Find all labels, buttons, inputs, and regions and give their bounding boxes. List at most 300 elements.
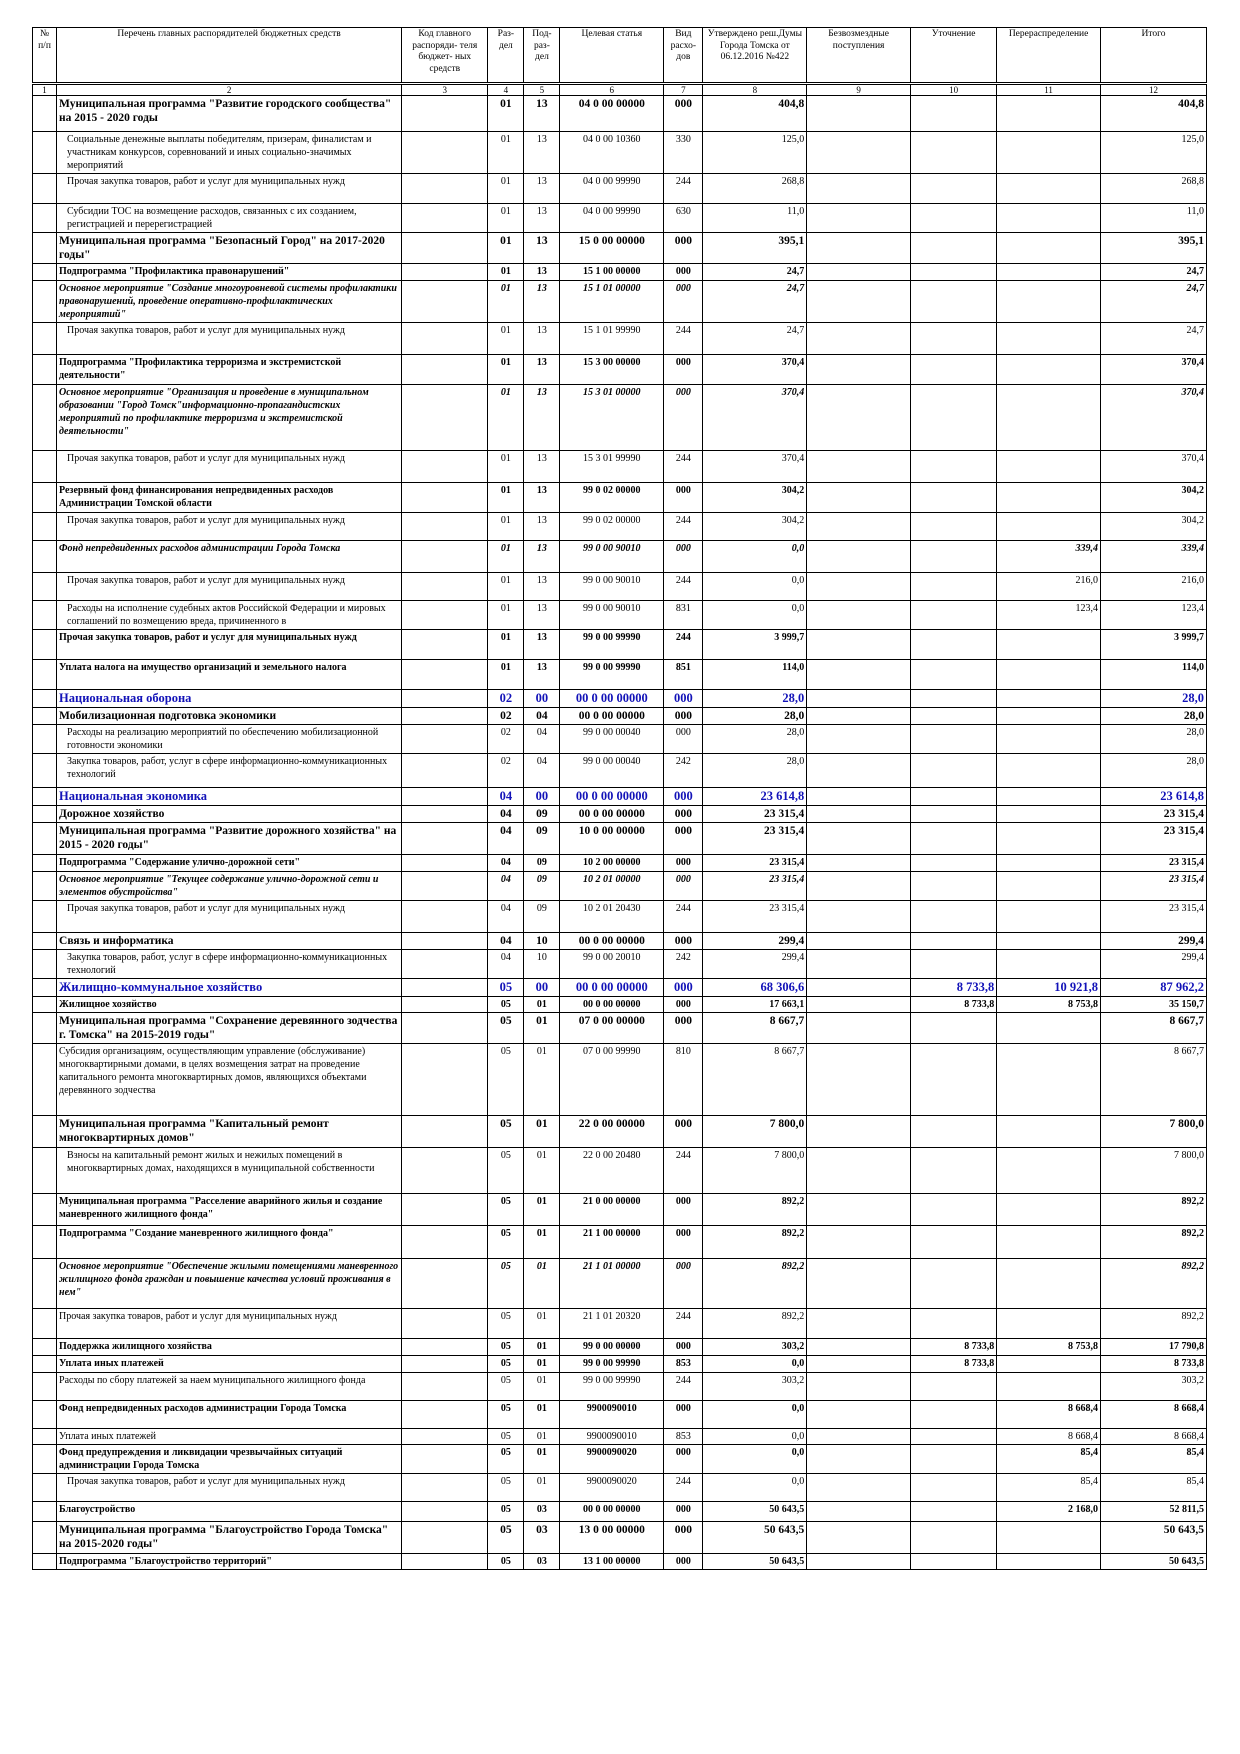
cell-target-article: 21 1 01 00000: [560, 1259, 664, 1309]
table-row: [33, 872, 1207, 901]
col-number: 9: [807, 84, 911, 96]
col-number: 2: [57, 84, 402, 96]
cell-target-article: 10 2 01 20430: [560, 901, 664, 933]
cell-podrazdel: 13: [524, 355, 560, 385]
cell-code: [402, 96, 488, 132]
cell-name: Связь и информатика: [57, 933, 402, 950]
cell-target-article: 04 0 00 99990: [560, 204, 664, 233]
cell-razdel: 04: [488, 901, 524, 933]
cell-target-article: 15 3 00 00000: [560, 355, 664, 385]
cell-target-article: 10 0 00 00000: [560, 823, 664, 855]
cell-code: [402, 933, 488, 950]
cell-code: [402, 754, 488, 788]
cell-approved: 23 315,4: [703, 901, 807, 933]
cell-free-receipts: [807, 323, 911, 355]
cell-clarification: [910, 823, 996, 855]
cell-name: Национальная оборона: [57, 690, 402, 708]
cell-clarification: [910, 233, 996, 264]
cell-clarification: 8 733,8: [910, 997, 996, 1013]
cell-code: [402, 1044, 488, 1116]
cell-num: [33, 630, 57, 660]
cell-total: 303,2: [1100, 1373, 1206, 1401]
cell-podrazdel: 09: [524, 855, 560, 872]
cell-target-article: 9900090020: [560, 1445, 664, 1474]
col-number: 4: [488, 84, 524, 96]
cell-expense-type: 000: [664, 385, 703, 451]
cell-podrazdel: 01: [524, 1429, 560, 1445]
cell-code: [402, 573, 488, 601]
cell-target-article: 99 0 02 00000: [560, 483, 664, 513]
cell-redistribution: [997, 690, 1101, 708]
cell-clarification: [910, 806, 996, 823]
cell-code: [402, 132, 488, 174]
cell-free-receipts: [807, 1502, 911, 1522]
cell-num: [33, 660, 57, 690]
cell-num: [33, 1474, 57, 1502]
cell-expense-type: 244: [664, 174, 703, 204]
cell-num: [33, 541, 57, 573]
cell-podrazdel: 13: [524, 660, 560, 690]
col-number: 3: [402, 84, 488, 96]
cell-free-receipts: [807, 708, 911, 725]
table-row: [33, 754, 1207, 788]
table-row: [33, 513, 1207, 541]
cell-free-receipts: [807, 806, 911, 823]
cell-num: [33, 725, 57, 754]
cell-code: [402, 355, 488, 385]
cell-razdel: 05: [488, 1044, 524, 1116]
cell-podrazdel: 01: [524, 1474, 560, 1502]
cell-razdel: 05: [488, 1554, 524, 1570]
cell-num: [33, 1148, 57, 1194]
cell-redistribution: [997, 788, 1101, 806]
cell-num: [33, 901, 57, 933]
cell-free-receipts: [807, 355, 911, 385]
cell-expense-type: 244: [664, 1148, 703, 1194]
cell-razdel: 01: [488, 132, 524, 174]
cell-razdel: 05: [488, 1226, 524, 1259]
cell-code: [402, 901, 488, 933]
cell-clarification: [910, 1148, 996, 1194]
cell-redistribution: [997, 96, 1101, 132]
cell-podrazdel: 13: [524, 601, 560, 630]
cell-code: [402, 233, 488, 264]
cell-total: 17 790,8: [1100, 1339, 1206, 1356]
cell-podrazdel: 04: [524, 708, 560, 725]
cell-num: [33, 1522, 57, 1554]
cell-target-article: 99 0 00 90010: [560, 541, 664, 573]
cell-expense-type: 244: [664, 1474, 703, 1502]
cell-podrazdel: 13: [524, 513, 560, 541]
cell-razdel: 01: [488, 355, 524, 385]
cell-redistribution: 123,4: [997, 601, 1101, 630]
cell-target-article: 00 0 00 00000: [560, 979, 664, 997]
cell-clarification: [910, 1194, 996, 1226]
cell-approved: 125,0: [703, 132, 807, 174]
cell-target-article: 00 0 00 00000: [560, 806, 664, 823]
cell-redistribution: [997, 708, 1101, 725]
cell-target-article: 99 0 00 99990: [560, 1356, 664, 1373]
table-row: [33, 281, 1207, 323]
cell-code: [402, 1502, 488, 1522]
cell-num: [33, 281, 57, 323]
cell-approved: 68 306,6: [703, 979, 807, 997]
table-row: [33, 541, 1207, 573]
cell-clarification: [910, 901, 996, 933]
cell-free-receipts: [807, 541, 911, 573]
cell-razdel: 01: [488, 630, 524, 660]
cell-expense-type: 000: [664, 233, 703, 264]
cell-code: [402, 323, 488, 355]
cell-expense-type: 853: [664, 1429, 703, 1445]
table-row: [33, 1194, 1207, 1226]
cell-expense-type: 000: [664, 264, 703, 281]
cell-approved: 8 667,7: [703, 1044, 807, 1116]
cell-name: Субсидии ТОС на возмещение расходов, связанных с их созданием, регистрацией и перерегистрацией: [57, 204, 402, 233]
cell-approved: 892,2: [703, 1226, 807, 1259]
cell-clarification: [910, 660, 996, 690]
cell-target-article: 9900090010: [560, 1401, 664, 1429]
col-number: 1: [33, 84, 57, 96]
cell-clarification: [910, 204, 996, 233]
cell-target-article: 99 0 00 00040: [560, 725, 664, 754]
cell-code: [402, 788, 488, 806]
cell-podrazdel: 00: [524, 979, 560, 997]
cell-name: Фонд непредвиденных расходов администрации Города Томска: [57, 1401, 402, 1429]
col-number: 10: [910, 84, 996, 96]
cell-num: [33, 1554, 57, 1570]
header-podrazdel: Под- раз- дел: [524, 28, 560, 84]
cell-podrazdel: 13: [524, 451, 560, 483]
cell-num: [33, 1259, 57, 1309]
table-row: [33, 855, 1207, 872]
cell-approved: 0,0: [703, 1474, 807, 1502]
cell-razdel: 04: [488, 855, 524, 872]
cell-razdel: 01: [488, 233, 524, 264]
cell-num: [33, 1194, 57, 1226]
cell-target-article: 99 0 00 90010: [560, 601, 664, 630]
cell-redistribution: [997, 1309, 1101, 1339]
cell-target-article: 15 1 00 00000: [560, 264, 664, 281]
cell-redistribution: 2 168,0: [997, 1502, 1101, 1522]
cell-name: Подпрограмма "Профилактика терроризма и экстремистской деятельности": [57, 355, 402, 385]
cell-target-article: 00 0 00 00000: [560, 1502, 664, 1522]
cell-code: [402, 979, 488, 997]
cell-expense-type: 000: [664, 1554, 703, 1570]
cell-podrazdel: 01: [524, 1309, 560, 1339]
cell-redistribution: [997, 806, 1101, 823]
cell-approved: 23 614,8: [703, 788, 807, 806]
cell-razdel: 02: [488, 708, 524, 725]
cell-podrazdel: 13: [524, 630, 560, 660]
cell-num: [33, 96, 57, 132]
cell-expense-type: 000: [664, 355, 703, 385]
cell-approved: 370,4: [703, 355, 807, 385]
cell-free-receipts: [807, 1044, 911, 1116]
cell-approved: 404,8: [703, 96, 807, 132]
cell-redistribution: [997, 1116, 1101, 1148]
cell-total: 85,4: [1100, 1445, 1206, 1474]
cell-expense-type: 000: [664, 788, 703, 806]
cell-code: [402, 725, 488, 754]
cell-target-article: 00 0 00 00000: [560, 788, 664, 806]
cell-redistribution: [997, 264, 1101, 281]
cell-code: [402, 1429, 488, 1445]
table-row: [33, 1522, 1207, 1554]
cell-free-receipts: [807, 513, 911, 541]
cell-name: Дорожное хозяйство: [57, 806, 402, 823]
cell-redistribution: [997, 1013, 1101, 1044]
cell-free-receipts: [807, 573, 911, 601]
cell-code: [402, 541, 488, 573]
cell-podrazdel: 01: [524, 1226, 560, 1259]
cell-redistribution: [997, 132, 1101, 174]
cell-expense-type: 244: [664, 573, 703, 601]
cell-approved: 299,4: [703, 933, 807, 950]
cell-redistribution: [997, 204, 1101, 233]
cell-podrazdel: 13: [524, 264, 560, 281]
table-row: [33, 1339, 1207, 1356]
cell-target-article: 10 2 01 00000: [560, 872, 664, 901]
cell-num: [33, 174, 57, 204]
cell-expense-type: 000: [664, 1522, 703, 1554]
cell-num: [33, 979, 57, 997]
cell-name: Уплата налога на имущество организаций и земельного налога: [57, 660, 402, 690]
header-razdel: Раз- дел: [488, 28, 524, 84]
col-number: 11: [997, 84, 1101, 96]
cell-razdel: 04: [488, 806, 524, 823]
cell-approved: 0,0: [703, 1445, 807, 1474]
cell-expense-type: 330: [664, 132, 703, 174]
header-target-article: Целевая статья: [560, 28, 664, 84]
cell-razdel: 05: [488, 1429, 524, 1445]
cell-code: [402, 1445, 488, 1474]
cell-total: 892,2: [1100, 1259, 1206, 1309]
cell-code: [402, 264, 488, 281]
budget-table: [32, 27, 1207, 1570]
cell-redistribution: [997, 1522, 1101, 1554]
cell-name: Прочая закупка товаров, работ и услуг для муниципальных нужд: [57, 323, 402, 355]
cell-redistribution: 85,4: [997, 1474, 1101, 1502]
cell-approved: 892,2: [703, 1194, 807, 1226]
cell-approved: 23 315,4: [703, 855, 807, 872]
cell-total: 123,4: [1100, 601, 1206, 630]
cell-expense-type: 244: [664, 323, 703, 355]
cell-code: [402, 1522, 488, 1554]
cell-target-article: 99 0 00 20010: [560, 950, 664, 979]
cell-podrazdel: 13: [524, 132, 560, 174]
cell-expense-type: 000: [664, 1445, 703, 1474]
cell-expense-type: 244: [664, 1373, 703, 1401]
cell-free-receipts: [807, 660, 911, 690]
column-number-row: [33, 84, 1207, 96]
cell-total: 23 315,4: [1100, 823, 1206, 855]
cell-clarification: [910, 933, 996, 950]
cell-name: Подпрограмма "Создание маневренного жилищного фонда": [57, 1226, 402, 1259]
cell-name: Основное мероприятие "Текущее содержание улично-дорожной сети и элементов обустройства": [57, 872, 402, 901]
cell-name: Жилищное хозяйство: [57, 997, 402, 1013]
cell-razdel: 05: [488, 1194, 524, 1226]
cell-code: [402, 997, 488, 1013]
cell-redistribution: [997, 1373, 1101, 1401]
table-row: [33, 1554, 1207, 1570]
cell-razdel: 05: [488, 979, 524, 997]
cell-free-receipts: [807, 174, 911, 204]
col-number: 12: [1100, 84, 1206, 96]
cell-total: 7 800,0: [1100, 1148, 1206, 1194]
cell-clarification: [910, 1522, 996, 1554]
cell-podrazdel: 13: [524, 204, 560, 233]
cell-name: Подпрограмма "Благоустройство территорий": [57, 1554, 402, 1570]
cell-expense-type: 244: [664, 630, 703, 660]
cell-podrazdel: 03: [524, 1554, 560, 1570]
cell-name: Прочая закупка товаров, работ и услуг для муниципальных нужд: [57, 1309, 402, 1339]
cell-razdel: 01: [488, 660, 524, 690]
cell-expense-type: 000: [664, 997, 703, 1013]
cell-approved: 0,0: [703, 1429, 807, 1445]
cell-total: 35 150,7: [1100, 997, 1206, 1013]
cell-total: 28,0: [1100, 754, 1206, 788]
cell-approved: 0,0: [703, 573, 807, 601]
cell-clarification: [910, 630, 996, 660]
cell-code: [402, 708, 488, 725]
cell-redistribution: [997, 754, 1101, 788]
header-name: Перечень главных распорядителей бюджетных средств: [57, 28, 402, 84]
cell-target-article: 00 0 00 00000: [560, 690, 664, 708]
table-row: [33, 1226, 1207, 1259]
cell-expense-type: 242: [664, 950, 703, 979]
cell-razdel: 01: [488, 174, 524, 204]
cell-code: [402, 806, 488, 823]
cell-approved: 11,0: [703, 204, 807, 233]
cell-clarification: [910, 96, 996, 132]
cell-approved: 303,2: [703, 1373, 807, 1401]
cell-razdel: 01: [488, 601, 524, 630]
cell-podrazdel: 01: [524, 1339, 560, 1356]
cell-clarification: [910, 1013, 996, 1044]
cell-redistribution: [997, 1148, 1101, 1194]
table-row: [33, 1309, 1207, 1339]
cell-podrazdel: 01: [524, 1259, 560, 1309]
cell-podrazdel: 01: [524, 1044, 560, 1116]
cell-clarification: [910, 1044, 996, 1116]
cell-total: 50 643,5: [1100, 1522, 1206, 1554]
cell-expense-type: 630: [664, 204, 703, 233]
cell-free-receipts: [807, 855, 911, 872]
cell-free-receipts: [807, 1522, 911, 1554]
cell-name: Мобилизационная подготовка экономики: [57, 708, 402, 725]
cell-free-receipts: [807, 1259, 911, 1309]
cell-target-article: 00 0 00 00000: [560, 997, 664, 1013]
cell-num: [33, 1309, 57, 1339]
cell-name: Основное мероприятие "Организация и проведение в муниципальном образовании "Город Томск"информационно-пропагандистских мероприятий по профилактике терроризма и экстремистской деятельности": [57, 385, 402, 451]
table-row: [33, 1044, 1207, 1116]
cell-razdel: 01: [488, 541, 524, 573]
cell-podrazdel: 09: [524, 872, 560, 901]
table-row: [33, 1502, 1207, 1522]
cell-approved: 7 800,0: [703, 1116, 807, 1148]
cell-expense-type: 000: [664, 96, 703, 132]
cell-razdel: 05: [488, 1522, 524, 1554]
cell-clarification: [910, 264, 996, 281]
cell-razdel: 05: [488, 1401, 524, 1429]
cell-free-receipts: [807, 264, 911, 281]
cell-redistribution: [997, 933, 1101, 950]
cell-redistribution: [997, 950, 1101, 979]
cell-total: 892,2: [1100, 1309, 1206, 1339]
cell-podrazdel: 01: [524, 1373, 560, 1401]
cell-razdel: 05: [488, 1474, 524, 1502]
cell-free-receipts: [807, 1429, 911, 1445]
cell-approved: 370,4: [703, 451, 807, 483]
cell-target-article: 99 0 00 99990: [560, 660, 664, 690]
cell-target-article: 13 0 00 00000: [560, 1522, 664, 1554]
cell-clarification: [910, 174, 996, 204]
cell-clarification: [910, 541, 996, 573]
cell-total: 370,4: [1100, 385, 1206, 451]
col-number: 5: [524, 84, 560, 96]
cell-redistribution: 85,4: [997, 1445, 1101, 1474]
cell-num: [33, 1116, 57, 1148]
cell-expense-type: 000: [664, 823, 703, 855]
cell-clarification: [910, 1429, 996, 1445]
cell-free-receipts: [807, 933, 911, 950]
cell-redistribution: 8 753,8: [997, 1339, 1101, 1356]
cell-free-receipts: [807, 1013, 911, 1044]
table-row: [33, 708, 1207, 725]
cell-name: Муниципальная программа "Капитальный ремонт многоквартирных домов": [57, 1116, 402, 1148]
cell-num: [33, 204, 57, 233]
cell-clarification: [910, 451, 996, 483]
cell-expense-type: 000: [664, 690, 703, 708]
cell-target-article: 07 0 00 00000: [560, 1013, 664, 1044]
cell-code: [402, 855, 488, 872]
cell-free-receipts: [807, 630, 911, 660]
cell-total: 370,4: [1100, 451, 1206, 483]
cell-free-receipts: [807, 872, 911, 901]
cell-podrazdel: 13: [524, 483, 560, 513]
cell-clarification: [910, 355, 996, 385]
cell-razdel: 04: [488, 788, 524, 806]
cell-num: [33, 855, 57, 872]
cell-code: [402, 601, 488, 630]
cell-expense-type: 831: [664, 601, 703, 630]
cell-razdel: 01: [488, 451, 524, 483]
cell-approved: 3 999,7: [703, 630, 807, 660]
table-row: [33, 96, 1207, 132]
cell-target-article: 99 0 00 90010: [560, 573, 664, 601]
cell-podrazdel: 03: [524, 1522, 560, 1554]
header-total: Итого: [1100, 28, 1206, 84]
cell-num: [33, 708, 57, 725]
cell-redistribution: [997, 355, 1101, 385]
cell-expense-type: 000: [664, 541, 703, 573]
cell-total: 50 643,5: [1100, 1554, 1206, 1570]
cell-target-article: 15 0 00 00000: [560, 233, 664, 264]
table-row: [33, 725, 1207, 754]
cell-approved: 28,0: [703, 708, 807, 725]
cell-free-receipts: [807, 1554, 911, 1570]
cell-code: [402, 1356, 488, 1373]
cell-podrazdel: 09: [524, 806, 560, 823]
cell-expense-type: 000: [664, 1339, 703, 1356]
cell-razdel: 04: [488, 933, 524, 950]
cell-redistribution: [997, 1226, 1101, 1259]
cell-target-article: 00 0 00 00000: [560, 708, 664, 725]
cell-razdel: 01: [488, 385, 524, 451]
cell-podrazdel: 04: [524, 754, 560, 788]
cell-approved: 50 643,5: [703, 1554, 807, 1570]
